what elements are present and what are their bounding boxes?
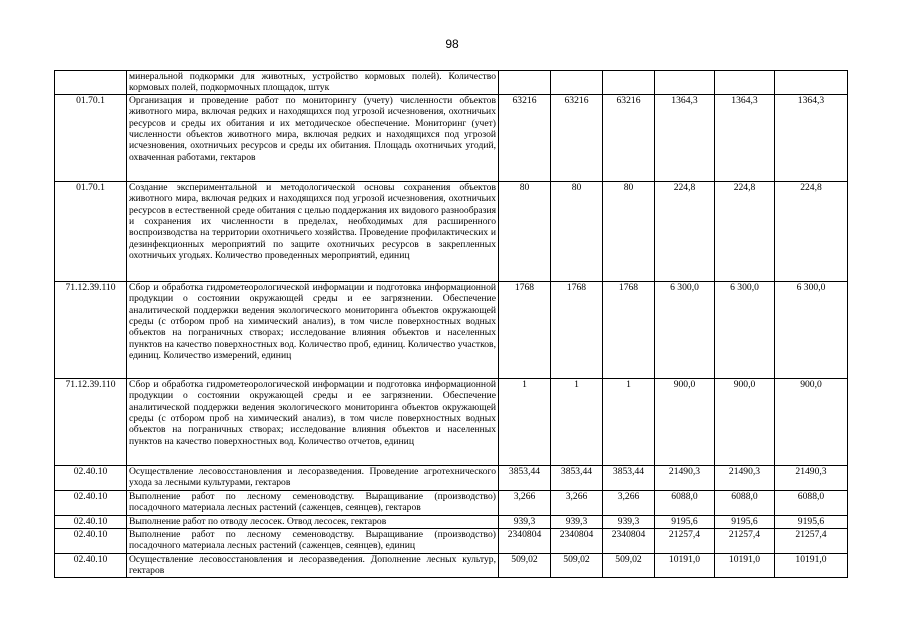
table-row — [55, 71, 848, 95]
row-value-3: 1 — [603, 378, 655, 465]
row-value-5: 21490,3 — [715, 465, 775, 490]
row-value-5: 1364,3 — [715, 94, 775, 181]
row-value-6: 900,0 — [775, 378, 848, 465]
row-value-5: 224,8 — [715, 181, 775, 281]
row-value-2: 2340804 — [551, 528, 603, 553]
row-value-3: 3,266 — [603, 490, 655, 515]
table-row — [55, 181, 848, 281]
row-code — [55, 71, 127, 95]
row-value-1: 3,266 — [499, 490, 551, 515]
row-value-4: 6088,0 — [655, 490, 715, 515]
row-value-1: 63216 — [499, 94, 551, 181]
row-value-5: 9195,6 — [715, 515, 775, 528]
row-description: минеральной подкормки для животных, устройство кормовых полей). Количество кормовых полей, подкормочных площадок, штук — [127, 71, 499, 95]
row-value-2: 63216 — [551, 94, 603, 181]
row-value-6: 21490,3 — [775, 465, 848, 490]
row-value-4: 900,0 — [655, 378, 715, 465]
row-value-4: 21490,3 — [655, 465, 715, 490]
row-description: Организация и проведение работ по мониторингу (учету) численности объектов животного мира, включая редких и находящихся под угрозой исчезновения, охотничьих ресурсов и среды их обитания и их методическое обеспечение. Мониторинг (учет) численности объектов животного мира, включая редких и находящихся под угрозой исчезновения, охотничьих ресурсов и среды их обитания. Площадь охотничьих угодий, охваченная работами, гектаров — [127, 94, 499, 181]
table-row — [55, 281, 848, 378]
row-value-3: 80 — [603, 181, 655, 281]
row-value-6: 6088,0 — [775, 490, 848, 515]
table-row — [55, 515, 848, 528]
row-value-1: 2340804 — [499, 528, 551, 553]
row-value-1: 1768 — [499, 281, 551, 378]
row-description: Осуществление лесовосстановления и лесоразведения. Дополнение лесных культур, гектаров — [127, 553, 499, 577]
row-value-6: 10191,0 — [775, 553, 848, 577]
row-description: Выполнение работ по отводу лесосек. Отвод лесосек, гектаров — [127, 515, 499, 528]
row-value-1: 1 — [499, 378, 551, 465]
row-value-4 — [655, 71, 715, 95]
row-value-4: 10191,0 — [655, 553, 715, 577]
row-value-2: 1 — [551, 378, 603, 465]
row-code: 02.40.10 — [55, 465, 127, 490]
row-value-1 — [499, 71, 551, 95]
row-value-4: 21257,4 — [655, 528, 715, 553]
row-value-6: 21257,4 — [775, 528, 848, 553]
table-row — [55, 490, 848, 515]
row-code: 02.40.10 — [55, 490, 127, 515]
row-value-3: 509,02 — [603, 553, 655, 577]
row-code: 71.12.39.110 — [55, 281, 127, 378]
row-value-3: 63216 — [603, 94, 655, 181]
row-value-4: 9195,6 — [655, 515, 715, 528]
row-value-2: 939,3 — [551, 515, 603, 528]
row-code: 01.70.1 — [55, 94, 127, 181]
table-row — [55, 528, 848, 553]
row-code: 02.40.10 — [55, 553, 127, 577]
row-value-4: 1364,3 — [655, 94, 715, 181]
row-value-5: 21257,4 — [715, 528, 775, 553]
row-description: Выполнение работ по лесному семеноводству. Выращивание (производство) посадочного материала лесных растений (саженцев, сеянцев), единиц — [127, 528, 499, 553]
row-description: Сбор и обработка гидрометеорологической информации и подготовка информационной продукции о состоянии окружающей среды и ее загрязнении. Обеспечение аналитической поддержки ведения экологического мониторинга объектов окружающей среды (с отбором проб на химический анализ), в том числе поверхностных водных объектов на пограничных створах; исследование влияния объектов и населенных пунктов на качество поверхностных вод. Количество проб, единиц. Количество участков, единиц. Количество измерений, единиц — [127, 281, 499, 378]
row-code: 02.40.10 — [55, 515, 127, 528]
row-value-2: 80 — [551, 181, 603, 281]
row-value-3: 939,3 — [603, 515, 655, 528]
row-value-5: 10191,0 — [715, 553, 775, 577]
row-value-3: 1768 — [603, 281, 655, 378]
row-value-1: 3853,44 — [499, 465, 551, 490]
page-number: 98 — [445, 37, 459, 51]
row-value-5: 900,0 — [715, 378, 775, 465]
data-table — [54, 70, 848, 578]
row-value-3: 3853,44 — [603, 465, 655, 490]
row-value-3: 2340804 — [603, 528, 655, 553]
row-value-6: 9195,6 — [775, 515, 848, 528]
row-value-2: 3,266 — [551, 490, 603, 515]
table-row — [55, 94, 848, 181]
row-code: 01.70.1 — [55, 181, 127, 281]
table-row — [55, 378, 848, 465]
row-value-1: 509,02 — [499, 553, 551, 577]
row-description: Сбор и обработка гидрометеорологической информации и подготовка информационной продукции о состоянии окружающей среды и ее загрязнении. Обеспечение аналитической поддержки ведения экологического мониторинга объектов окружающей среды (с отбором проб на химический анализ), в том числе поверхностных водных объектов на пограничных створах; исследование влияния объектов и населенных пунктов на качество поверхностных вод. Количество отчетов, единиц — [127, 378, 499, 465]
row-value-5: 6 300,0 — [715, 281, 775, 378]
row-value-2: 1768 — [551, 281, 603, 378]
row-description: Осуществление лесовосстановления и лесоразведения. Проведение агротехнического ухода за лесными культурами, гектаров — [127, 465, 499, 490]
table-row — [55, 465, 848, 490]
row-value-4: 224,8 — [655, 181, 715, 281]
row-value-5: 6088,0 — [715, 490, 775, 515]
table-row — [55, 553, 848, 577]
row-value-6: 6 300,0 — [775, 281, 848, 378]
row-description: Создание экспериментальной и методологической основы сохранения объектов животного мира, включая редких и находящихся под угрозой исчезновения, охотничьих ресурсов в естественной среде обитания с целью поддержания их видового разнообразия и сохранения их численности в пределах, необходимых для расширенного воспроизводства на территории охотничьего хозяйства. Проведение профилактических и дезинфекционных мероприятий по защите охотничьих ресурсов в закрепленных охотничьих угодьях. Количество проведенных мероприятий, единиц — [127, 181, 499, 281]
row-value-2: 3853,44 — [551, 465, 603, 490]
row-value-5 — [715, 71, 775, 95]
row-value-6: 1364,3 — [775, 94, 848, 181]
row-value-2: 509,02 — [551, 553, 603, 577]
row-value-4: 6 300,0 — [655, 281, 715, 378]
row-value-6 — [775, 71, 848, 95]
row-value-2 — [551, 71, 603, 95]
row-value-1: 939,3 — [499, 515, 551, 528]
row-value-6: 224,8 — [775, 181, 848, 281]
row-description: Выполнение работ по лесному семеноводству. Выращивание (производство) посадочного материала лесных растений (саженцев, сеянцев), гектаров — [127, 490, 499, 515]
row-value-1: 80 — [499, 181, 551, 281]
row-code: 02.40.10 — [55, 528, 127, 553]
row-value-3 — [603, 71, 655, 95]
row-code: 71.12.39.110 — [55, 378, 127, 465]
